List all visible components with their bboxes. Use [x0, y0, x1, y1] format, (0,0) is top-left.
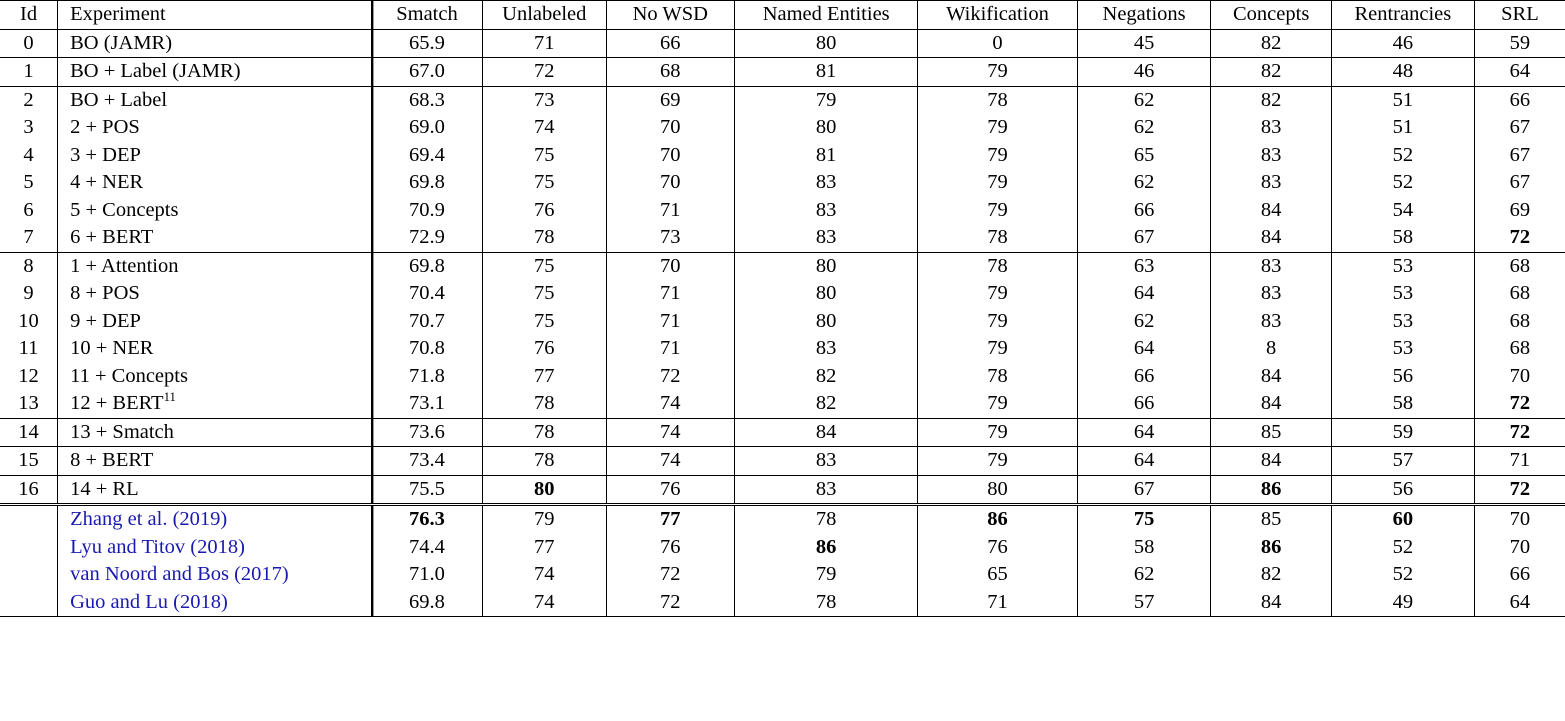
cell-no_wsd: 74: [606, 447, 735, 476]
table-row: [0, 447, 1565, 476]
cell-unlabeled: 74: [483, 589, 606, 617]
cell-negations: 62: [1077, 114, 1211, 142]
cell-id: [0, 534, 58, 562]
cell-concepts: 84: [1211, 197, 1331, 225]
column-header-wikification: Wikification: [918, 1, 1077, 30]
cell-named_entities: 80: [735, 308, 918, 336]
cell-no_wsd: 68: [606, 58, 735, 87]
cell-no_wsd: 70: [606, 142, 735, 170]
cell-named_entities: 84: [735, 418, 918, 447]
cell-concepts: 83: [1211, 252, 1331, 280]
cell-rentrancies: 49: [1331, 589, 1474, 617]
cell-named_entities: 81: [735, 58, 918, 87]
cell-smatch: 70.7: [371, 308, 482, 336]
table-row: [0, 363, 1565, 391]
cell-experiment: 3 + DEP: [58, 142, 372, 170]
cell-srl: 68: [1474, 252, 1565, 280]
cell-srl: 68: [1474, 308, 1565, 336]
cell-rentrancies: 59: [1331, 418, 1474, 447]
column-header-id: Id: [0, 1, 58, 30]
cell-unlabeled: 78: [483, 447, 606, 476]
cell-experiment: 10 + NER: [58, 335, 372, 363]
cell-wikification: 79: [918, 169, 1077, 197]
cell-negations: 46: [1077, 58, 1211, 87]
cell-unlabeled: 78: [483, 390, 606, 418]
cell-unlabeled: 75: [483, 280, 606, 308]
column-header-negations: Negations: [1077, 1, 1211, 30]
column-header-smatch: Smatch: [371, 1, 482, 30]
cell-id: 13: [0, 390, 58, 418]
cell-negations: 66: [1077, 197, 1211, 225]
table-row: [0, 86, 1565, 114]
cell-rentrancies: 51: [1331, 114, 1474, 142]
cell-srl: 67: [1474, 169, 1565, 197]
cell-srl: 70: [1474, 363, 1565, 391]
cell-named_entities: 86: [735, 534, 918, 562]
cell-smatch: 67.0: [371, 58, 482, 87]
cell-srl: 66: [1474, 86, 1565, 114]
table-row: [0, 308, 1565, 336]
cell-smatch: 71.0: [371, 561, 482, 589]
cell-concepts: 85: [1211, 505, 1331, 534]
column-header-unlabeled: Unlabeled: [483, 1, 606, 30]
cell-concepts: 83: [1211, 308, 1331, 336]
cell-rentrancies: 53: [1331, 308, 1474, 336]
cell-wikification: 79: [918, 308, 1077, 336]
cell-unlabeled: 75: [483, 169, 606, 197]
cell-experiment[interactable]: van Noord and Bos (2017): [58, 561, 372, 589]
cell-srl: 67: [1474, 142, 1565, 170]
cell-concepts: 82: [1211, 29, 1331, 58]
cell-smatch: 70.4: [371, 280, 482, 308]
table-body: [0, 29, 1565, 617]
cell-experiment[interactable]: Lyu and Titov (2018): [58, 534, 372, 562]
footnote-marker: 11: [163, 390, 176, 405]
cell-negations: 66: [1077, 363, 1211, 391]
table-row: [0, 534, 1565, 562]
cell-srl: 72: [1474, 418, 1565, 447]
cell-named_entities: 80: [735, 252, 918, 280]
cell-rentrancies: 56: [1331, 475, 1474, 505]
cell-wikification: 79: [918, 114, 1077, 142]
cell-experiment: 9 + DEP: [58, 308, 372, 336]
cell-experiment: 4 + NER: [58, 169, 372, 197]
cell-smatch: 68.3: [371, 86, 482, 114]
cell-concepts: 84: [1211, 363, 1331, 391]
cell-experiment: BO + Label (JAMR): [58, 58, 372, 87]
cell-negations: 45: [1077, 29, 1211, 58]
cell-srl: 67: [1474, 114, 1565, 142]
table-row: [0, 142, 1565, 170]
cell-named_entities: 83: [735, 169, 918, 197]
cell-rentrancies: 52: [1331, 534, 1474, 562]
cell-wikification: 71: [918, 589, 1077, 617]
cell-srl: 70: [1474, 534, 1565, 562]
cell-no_wsd: 73: [606, 224, 735, 252]
cell-wikification: 79: [918, 390, 1077, 418]
cell-wikification: 79: [918, 142, 1077, 170]
cell-smatch: 69.8: [371, 589, 482, 617]
cell-experiment: 14 + RL: [58, 475, 372, 505]
cell-concepts: 84: [1211, 447, 1331, 476]
cell-id: 3: [23, 116, 34, 138]
table-row: [0, 418, 1565, 447]
cell-no_wsd: 72: [606, 589, 735, 617]
cell-rentrancies: 53: [1331, 335, 1474, 363]
cell-named_entities: 83: [735, 335, 918, 363]
cell-wikification: 80: [918, 475, 1077, 505]
cell-negations: 65: [1077, 142, 1211, 170]
cell-experiment: 1 + Attention: [58, 252, 372, 280]
cell-id: 5: [23, 171, 34, 193]
cell-unlabeled: 78: [483, 224, 606, 252]
cell-unlabeled: 71: [483, 29, 606, 58]
cell-rentrancies: 58: [1331, 390, 1474, 418]
cell-named_entities: 82: [735, 390, 918, 418]
table-row: [0, 505, 1565, 534]
cell-smatch: 65.9: [371, 29, 482, 58]
cell-no_wsd: 76: [606, 475, 735, 505]
cell-unlabeled: 78: [483, 418, 606, 447]
cell-negations: 67: [1077, 224, 1211, 252]
cell-id: 16: [0, 475, 58, 505]
cell-no_wsd: 72: [606, 363, 735, 391]
cell-unlabeled: 80: [483, 475, 606, 505]
cell-no_wsd: 71: [606, 308, 735, 336]
cell-named_entities: 80: [735, 114, 918, 142]
cell-negations: 63: [1077, 252, 1211, 280]
cell-unlabeled: 79: [483, 505, 606, 534]
cell-id: 0: [0, 29, 58, 58]
cell-smatch: 71.8: [371, 363, 482, 391]
cell-smatch: 69.8: [371, 252, 482, 280]
cell-wikification: 78: [918, 363, 1077, 391]
cell-rentrancies: 54: [1331, 197, 1474, 225]
cell-no_wsd: 71: [606, 335, 735, 363]
cell-id: 11: [18, 337, 39, 359]
cell-wikification: 78: [918, 224, 1077, 252]
cell-id: [0, 505, 58, 534]
cell-concepts: 83: [1211, 280, 1331, 308]
cell-unlabeled: 76: [483, 197, 606, 225]
cell-wikification: 78: [918, 86, 1077, 114]
table-row: [0, 224, 1565, 252]
cell-rentrancies: 60: [1331, 505, 1474, 534]
cell-rentrancies: 53: [1331, 280, 1474, 308]
cell-concepts: 8: [1211, 335, 1331, 363]
cell-srl: 66: [1474, 561, 1565, 589]
cell-id: 4: [23, 143, 34, 166]
cell-unlabeled: 75: [483, 308, 606, 336]
cell-smatch: 73.6: [371, 418, 482, 447]
cell-concepts: 83: [1211, 169, 1331, 197]
cell-negations: 64: [1077, 418, 1211, 447]
cell-concepts: 84: [1211, 589, 1331, 617]
cell-experiment[interactable]: Guo and Lu (2018): [58, 589, 372, 617]
cell-id: [0, 561, 58, 589]
cell-srl: 59: [1474, 29, 1565, 58]
table-row: [0, 390, 1565, 418]
cell-named_entities: 78: [735, 589, 918, 617]
cell-rentrancies: 51: [1331, 86, 1474, 114]
cell-negations: 75: [1077, 505, 1211, 534]
cell-wikification: 79: [918, 447, 1077, 476]
cell-negations: 64: [1077, 447, 1211, 476]
cell-no_wsd: 66: [606, 29, 735, 58]
column-header-srl: SRL: [1474, 1, 1565, 30]
cell-negations: 67: [1077, 475, 1211, 505]
cell-named_entities: 83: [735, 224, 918, 252]
cell-smatch: 73.1: [371, 390, 482, 418]
cell-named_entities: 78: [735, 505, 918, 534]
cell-concepts: 85: [1211, 418, 1331, 447]
column-header-experiment: Experiment: [58, 1, 372, 30]
cell-id: 12: [18, 364, 39, 387]
cell-wikification: 78: [918, 252, 1077, 280]
cell-smatch: 74.4: [371, 534, 482, 562]
cell-named_entities: 83: [735, 447, 918, 476]
cell-no_wsd: 77: [606, 505, 735, 534]
cell-negations: 62: [1077, 308, 1211, 336]
cell-rentrancies: 52: [1331, 169, 1474, 197]
cell-experiment: $12 + BERT^{11}$: [58, 390, 372, 418]
cell-named_entities: 82: [735, 363, 918, 391]
cell-id: 15: [0, 447, 58, 476]
cell-negations: 62: [1077, 86, 1211, 114]
cell-no_wsd: 70: [606, 169, 735, 197]
column-header-named-entities: Named Entities: [735, 1, 918, 30]
cell-id: 9: [23, 282, 34, 304]
cell-wikification: 76: [918, 534, 1077, 562]
cell-no_wsd: 74: [606, 418, 735, 447]
cell-unlabeled: 72: [483, 58, 606, 87]
cell-concepts: 84: [1211, 390, 1331, 418]
cell-srl: 69: [1474, 197, 1565, 225]
cell-unlabeled: 74: [483, 114, 606, 142]
cell-no_wsd: 74: [606, 390, 735, 418]
cell-smatch: 69.0: [371, 114, 482, 142]
cell-id: [0, 589, 58, 617]
cell-concepts: 86: [1211, 475, 1331, 505]
cell-negations: 58: [1077, 534, 1211, 562]
cell-smatch: 73.4: [371, 447, 482, 476]
column-header-no-wsd: No WSD: [606, 1, 735, 30]
cell-experiment: 6 + BERT: [58, 224, 372, 252]
cell-rentrancies: 56: [1331, 363, 1474, 391]
cell-unlabeled: 74: [483, 561, 606, 589]
cell-smatch: 70.9: [371, 197, 482, 225]
cell-negations: 64: [1077, 335, 1211, 363]
cell-concepts: 86: [1211, 534, 1331, 562]
cell-id: 1: [0, 58, 58, 87]
cell-negations: 62: [1077, 169, 1211, 197]
cell-smatch: 76.3: [371, 505, 482, 534]
cell-concepts: 82: [1211, 561, 1331, 589]
cell-id: 2: [23, 88, 34, 111]
table-row: [0, 114, 1565, 142]
cell-experiment: 8 + POS: [58, 280, 372, 308]
table-row: [0, 169, 1565, 197]
cell-named_entities: 81: [735, 142, 918, 170]
cell-wikification: 79: [918, 280, 1077, 308]
table-row: [0, 589, 1565, 617]
cell-smatch: 72.9: [371, 224, 482, 252]
cell-srl: 72: [1474, 475, 1565, 505]
cell-experiment: 2 + POS: [58, 114, 372, 142]
cell-smatch: 75.5: [371, 475, 482, 505]
cell-no_wsd: 71: [606, 280, 735, 308]
cell-concepts: 83: [1211, 114, 1331, 142]
cell-wikification: 79: [918, 418, 1077, 447]
cell-srl: 71: [1474, 447, 1565, 476]
cell-wikification: 0: [918, 29, 1077, 58]
cell-unlabeled: 75: [483, 142, 606, 170]
cell-experiment: 8 + BERT: [58, 447, 372, 476]
cell-smatch: 69.8: [371, 169, 482, 197]
cell-srl: 68: [1474, 335, 1565, 363]
cell-wikification: 65: [918, 561, 1077, 589]
cell-wikification: 79: [918, 58, 1077, 87]
cell-experiment: BO (JAMR): [58, 29, 372, 58]
cell-no_wsd: 70: [606, 114, 735, 142]
cell-unlabeled: 77: [483, 363, 606, 391]
cell-negations: 64: [1077, 280, 1211, 308]
cell-rentrancies: 52: [1331, 561, 1474, 589]
cell-rentrancies: 46: [1331, 29, 1474, 58]
cell-concepts: 82: [1211, 86, 1331, 114]
cell-no_wsd: 69: [606, 86, 735, 114]
cell-id: 8: [23, 254, 34, 277]
cell-id: 6: [23, 198, 34, 221]
cell-negations: 66: [1077, 390, 1211, 418]
cell-srl: 70: [1474, 505, 1565, 534]
cell-rentrancies: 48: [1331, 58, 1474, 87]
cell-experiment: 5 + Concepts: [58, 197, 372, 225]
cell-srl: 72: [1474, 224, 1565, 252]
cell-concepts: 84: [1211, 224, 1331, 252]
table-row: [0, 335, 1565, 363]
cell-experiment[interactable]: Zhang et al. (2019): [58, 505, 372, 534]
table-row: [0, 475, 1565, 505]
table-header-row: [0, 1, 1565, 30]
cell-rentrancies: 57: [1331, 447, 1474, 476]
table-row: [0, 197, 1565, 225]
table-row: [0, 280, 1565, 308]
table-row: [0, 29, 1565, 58]
table-header: [0, 1, 1565, 30]
cell-id: 10: [18, 309, 39, 332]
cell-wikification: 79: [918, 197, 1077, 225]
cell-named_entities: 79: [735, 86, 918, 114]
cell-named_entities: 80: [735, 29, 918, 58]
cell-concepts: 82: [1211, 58, 1331, 87]
cell-wikification: 79: [918, 335, 1077, 363]
cell-rentrancies: 52: [1331, 142, 1474, 170]
cell-no_wsd: 70: [606, 252, 735, 280]
cell-id: 14: [0, 418, 58, 447]
cell-named_entities: 80: [735, 280, 918, 308]
cell-experiment: BO + Label: [58, 86, 372, 114]
cell-experiment: 13 + Smatch: [58, 418, 372, 447]
cell-unlabeled: 76: [483, 335, 606, 363]
cell-smatch: 69.4: [371, 142, 482, 170]
cell-smatch: 70.8: [371, 335, 482, 363]
column-header-rentrancies: Rentrancies: [1331, 1, 1474, 30]
table-row: [0, 561, 1565, 589]
table-row: [0, 58, 1565, 87]
column-header-concepts: Concepts: [1211, 1, 1331, 30]
cell-rentrancies: 53: [1331, 252, 1474, 280]
table-row: [0, 252, 1565, 280]
cell-concepts: 83: [1211, 142, 1331, 170]
cell-wikification: 86: [918, 505, 1077, 534]
cell-experiment: 11 + Concepts: [58, 363, 372, 391]
cell-srl: 64: [1474, 58, 1565, 87]
cell-id: 7: [0, 224, 58, 252]
cell-srl: 72: [1474, 390, 1565, 418]
cell-negations: 62: [1077, 561, 1211, 589]
cell-named_entities: 79: [735, 561, 918, 589]
cell-named_entities: 83: [735, 197, 918, 225]
cell-no_wsd: 76: [606, 534, 735, 562]
cell-no_wsd: 72: [606, 561, 735, 589]
cell-unlabeled: 77: [483, 534, 606, 562]
cell-negations: 57: [1077, 589, 1211, 617]
cell-unlabeled: 73: [483, 86, 606, 114]
cell-rentrancies: 58: [1331, 224, 1474, 252]
cell-srl: 68: [1474, 280, 1565, 308]
cell-unlabeled: 75: [483, 252, 606, 280]
cell-named_entities: 83: [735, 475, 918, 505]
cell-no_wsd: 71: [606, 197, 735, 225]
cell-srl: 64: [1474, 589, 1565, 617]
